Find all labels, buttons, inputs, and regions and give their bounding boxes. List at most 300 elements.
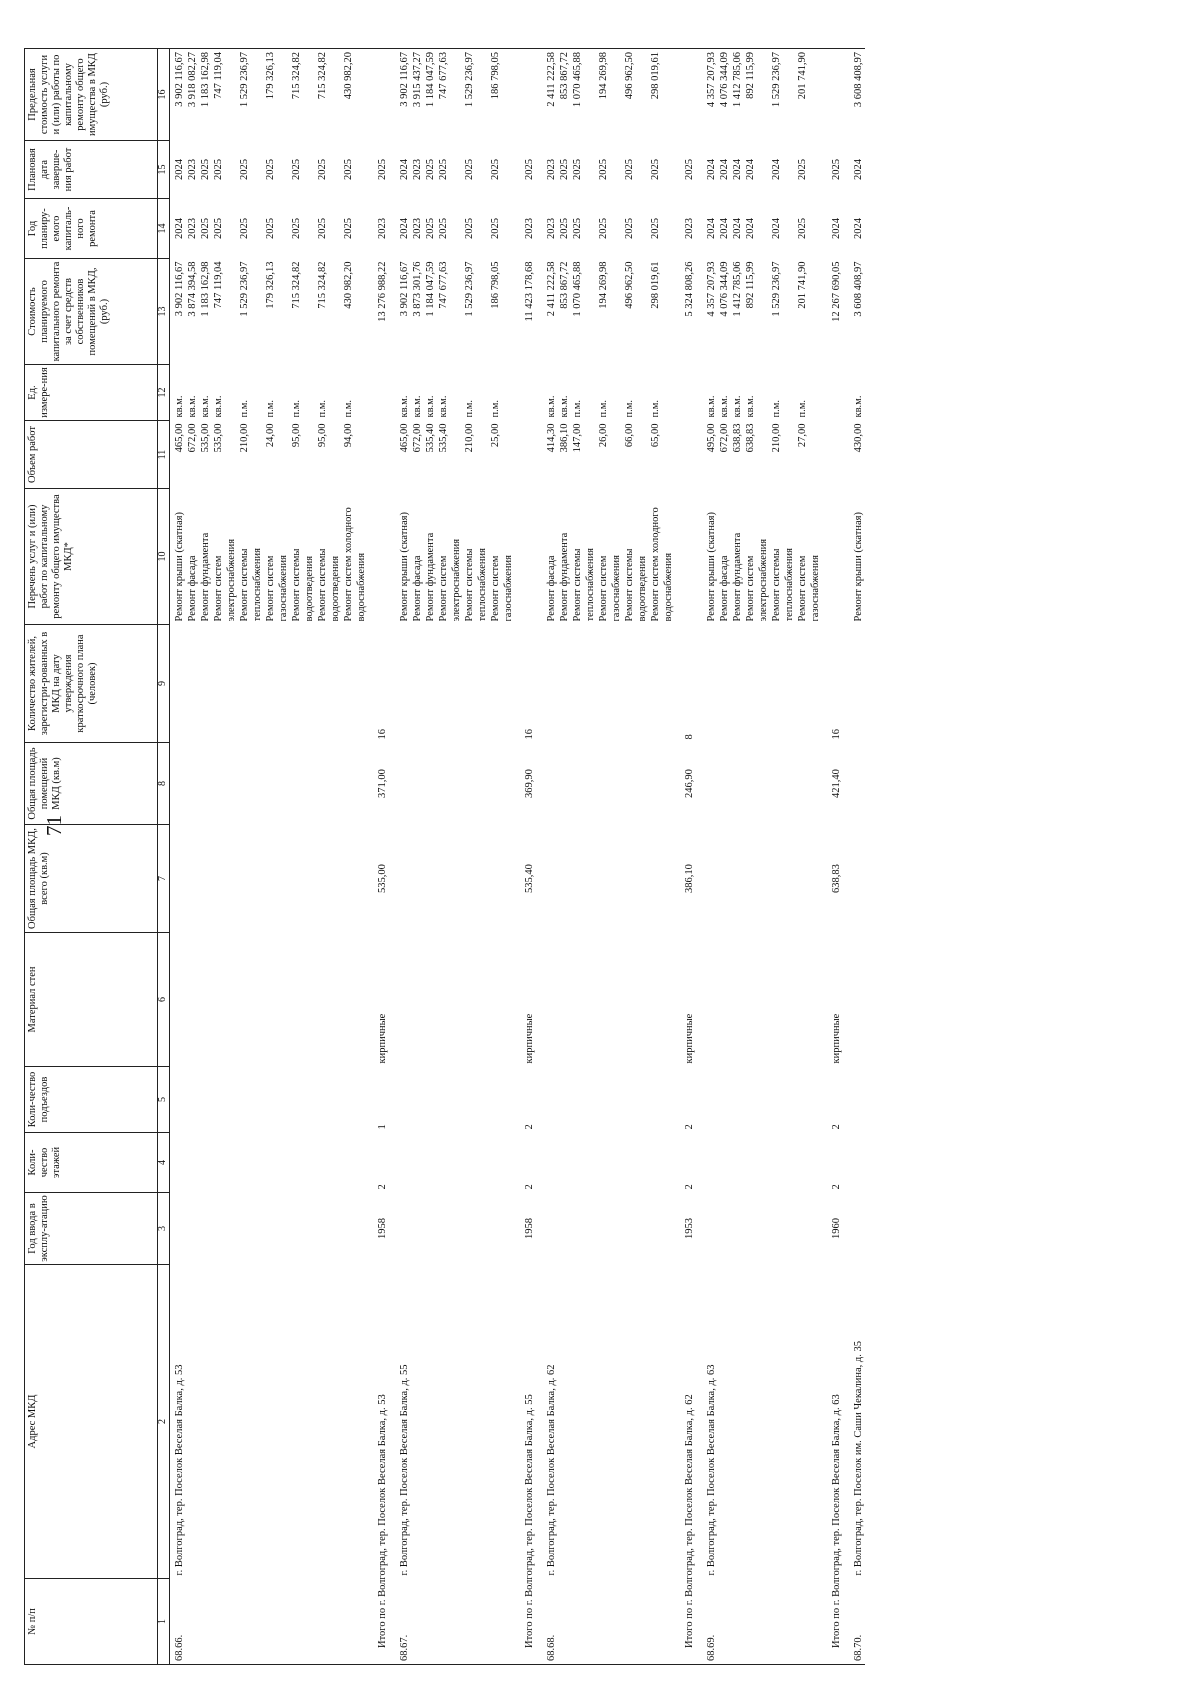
empty-cell (542, 743, 675, 825)
plan-line: 2025 (797, 159, 808, 180)
cell-plan (542, 141, 675, 199)
total-floors: 2 (684, 1184, 695, 1190)
volume-line: 430,00 (853, 423, 864, 453)
unit-line (662, 368, 675, 418)
plan-line: 2025 (572, 159, 583, 180)
limit-line (584, 52, 597, 138)
cell-limit (542, 49, 675, 141)
plan-line: 2025 (343, 159, 354, 180)
empty-cell (822, 489, 849, 625)
total-residents: 16 (524, 729, 535, 740)
empty-cell (542, 933, 675, 1067)
volume-line: 465,00 (399, 423, 410, 453)
year-line: 2023 (412, 218, 423, 239)
year-line: 2023 (187, 218, 198, 239)
volume-line: 535,40 (438, 423, 449, 453)
plan-line: 2025 (598, 159, 609, 180)
column-number: 2 (158, 1265, 170, 1579)
works-line: Ремонт систем (490, 555, 501, 622)
works-line: Ремонт систем (265, 555, 276, 622)
plan-line (355, 144, 368, 196)
unit-line: кв.м. (706, 395, 717, 418)
cost-line (636, 262, 649, 362)
year-line (662, 202, 675, 256)
limit-line (610, 52, 623, 138)
year-line: 2024 (771, 218, 782, 239)
total-year-built: 1958 (377, 1218, 388, 1239)
plan-line (502, 144, 515, 196)
unit-line: п.м. (797, 399, 808, 418)
empty-cell (515, 49, 542, 141)
unit-line: п.м. (343, 399, 354, 418)
unit-line: п.м. (650, 399, 661, 418)
cell-limit (170, 49, 369, 141)
works-line: Ремонт фундамента (559, 532, 570, 622)
works-line: электроснабжения (758, 538, 769, 622)
total-label: Итого по г. Волгоград, тер. Поселок Веселая Балка, д. 53 (368, 1265, 395, 1665)
column-number: 7 (158, 825, 170, 933)
limit-line (502, 52, 515, 138)
plan-line (809, 144, 822, 196)
works-line: газоснабжения (503, 555, 514, 622)
total-walls: кирпичные (377, 1013, 388, 1064)
house-row (542, 49, 675, 1665)
total-entrances: 2 (831, 1124, 842, 1130)
volume-line (502, 424, 515, 486)
house-address: г. Волгоград, тер. Поселок Веселая Балка, д. 63 (706, 1364, 717, 1576)
plan-line: 2025 (265, 159, 276, 180)
empty-cell (542, 1067, 675, 1133)
header-cell: Адрес МКД (25, 1265, 158, 1579)
empty-cell (849, 933, 865, 1067)
volume-line (251, 424, 264, 486)
limit-line (277, 52, 290, 138)
empty-cell (702, 933, 822, 1067)
empty-cell (675, 49, 702, 141)
cell-works (395, 489, 515, 625)
house-row (849, 49, 865, 1665)
volume-line: 27,00 (797, 423, 808, 448)
total-area-total: 638,83 (831, 864, 842, 893)
total-area-total: 535,00 (377, 864, 388, 893)
year-line (303, 202, 316, 256)
cell-cost (395, 259, 515, 365)
cell-unit (542, 365, 675, 421)
volume-line: 147,00 (572, 423, 583, 453)
plan-line: 2024 (853, 159, 864, 180)
total-year-built: 1953 (684, 1218, 695, 1239)
works-line: теплоснабжения (252, 548, 263, 622)
row-number: 68.66. (170, 1579, 369, 1665)
volume-line: 465,00 (174, 423, 185, 453)
empty-cell (395, 1193, 515, 1265)
total-area-total: 535,40 (524, 864, 535, 893)
total-label: Итого по г. Волгоград, тер. Поселок Веселая Балка, д. 62 (675, 1265, 702, 1665)
cost-line: 1 184 047,59 (425, 261, 436, 317)
limit-line: 1 529 236,97 (239, 52, 250, 108)
column-number: 6 (158, 933, 170, 1067)
cost-line: 747 677,63 (438, 261, 449, 309)
volume-line: 414,30 (546, 423, 557, 453)
unit-line (355, 368, 368, 418)
works-line: водоотведения (304, 555, 315, 622)
cell-limit (849, 49, 865, 141)
total-year: 2024 (831, 218, 842, 239)
cell-plan (849, 141, 865, 199)
cost-line: 715 324,82 (291, 261, 302, 309)
plan-line: 2025 (559, 159, 570, 180)
cost-line (476, 262, 489, 362)
row-number: 68.68. (542, 1579, 675, 1665)
unit-line (303, 368, 316, 418)
year-line: 2025 (291, 218, 302, 239)
works-line: водоснабжения (356, 552, 367, 622)
works-line: водоотведения (330, 555, 341, 622)
unit-line (783, 368, 796, 418)
total-area-rooms: 246,90 (684, 769, 695, 798)
works-line: Ремонт систем (438, 555, 449, 622)
empty-cell (542, 1133, 675, 1193)
total-floors: 2 (524, 1184, 535, 1190)
cost-line (502, 262, 515, 362)
column-number-row (158, 49, 170, 1665)
limit-line: 4 076 344,09 (719, 52, 730, 108)
cost-line: 1 070 465,88 (572, 261, 583, 317)
unit-line (502, 368, 515, 418)
empty-cell (849, 625, 865, 743)
unit-line: кв.м. (438, 395, 449, 418)
empty-cell (368, 365, 395, 421)
limit-line: 3 915 437,27 (412, 52, 423, 108)
total-plan: 2025 (831, 159, 842, 180)
unit-line (225, 368, 238, 418)
total-year-built: 1958 (524, 1218, 535, 1239)
limit-line: 430 982,20 (343, 52, 354, 100)
page-number: 71 (42, 815, 66, 836)
volume-line: 26,00 (598, 423, 609, 448)
limit-line: 1 412 785,06 (732, 52, 743, 108)
cost-line: 179 326,13 (265, 261, 276, 309)
limit-line: 201 741,90 (797, 52, 808, 100)
cost-line: 747 119,04 (213, 261, 224, 309)
plan-line: 2023 (412, 159, 423, 180)
column-number: 14 (158, 199, 170, 259)
column-number: 3 (158, 1193, 170, 1265)
limit-line: 747 677,63 (438, 52, 449, 100)
year-line: 2025 (425, 218, 436, 239)
limit-line: 1 529 236,97 (771, 52, 782, 108)
house-row (395, 49, 515, 1665)
empty-cell (170, 743, 369, 825)
header-cell: № п/п (25, 1579, 158, 1665)
works-line: Ремонт фасада (412, 555, 423, 622)
unit-line (476, 368, 489, 418)
year-line: 2025 (343, 218, 354, 239)
plan-line: 2025 (291, 159, 302, 180)
plan-line (662, 144, 675, 196)
plan-line (476, 144, 489, 196)
empty-cell (849, 743, 865, 825)
year-line: 2025 (213, 218, 224, 239)
total-walls: кирпичные (524, 1013, 535, 1064)
plan-line: 2025 (239, 159, 250, 180)
cost-line: 715 324,82 (317, 261, 328, 309)
volume-line: 672,00 (412, 423, 423, 453)
empty-cell (702, 743, 822, 825)
empty-cell (822, 365, 849, 421)
unit-line: кв.м. (546, 395, 557, 418)
works-line: водоснабжения (663, 552, 674, 622)
house-row (702, 49, 822, 1665)
header-cell: Количество жителей, зарегистри-рованных в МКД на дату утверждения краткосрочного плана (человек) (25, 625, 158, 743)
house-row (170, 49, 369, 1665)
cost-line (450, 262, 463, 362)
limit-line: 179 326,13 (265, 52, 276, 100)
rotated-page (24, 49, 1176, 1665)
volume-line (610, 424, 623, 486)
plan-line: 2025 (317, 159, 328, 180)
year-line (502, 202, 515, 256)
works-line: водоотведения (637, 555, 648, 622)
volume-line (225, 424, 238, 486)
plan-line: 2025 (213, 159, 224, 180)
total-area-rooms: 369,90 (524, 769, 535, 798)
total-year: 2023 (684, 218, 695, 239)
works-line: Ремонт систем (797, 555, 808, 622)
header-cell: Предельная стоимость услуги и (или) работы по капитальному ремонту общего имущества в МКД (руб.) (25, 49, 158, 141)
total-walls: кирпичные (831, 1013, 842, 1064)
unit-line (251, 368, 264, 418)
empty-cell (170, 625, 369, 743)
total-cost: 5 324 808,26 (684, 261, 695, 317)
plan-line (225, 144, 238, 196)
works-line: электроснабжения (226, 538, 237, 622)
volume-line (636, 424, 649, 486)
volume-line (584, 424, 597, 486)
limit-line (355, 52, 368, 138)
cost-line (584, 262, 597, 362)
plan-line: 2025 (200, 159, 211, 180)
plan-line: 2025 (624, 159, 635, 180)
cell-limit (702, 49, 822, 141)
header-cell: Плановая дата заверше-ния работ (25, 141, 158, 199)
year-line: 2024 (853, 218, 864, 239)
total-cost: 11 423 178,68 (524, 261, 535, 322)
cost-line: 1 529 236,97 (464, 261, 475, 317)
limit-line: 853 867,72 (559, 52, 570, 100)
empty-cell (822, 421, 849, 489)
volume-line: 24,00 (265, 423, 276, 448)
unit-line: п.м. (771, 399, 782, 418)
works-line: газоснабжения (611, 555, 622, 622)
cell-volume (170, 421, 369, 489)
cost-line (809, 262, 822, 362)
unit-line (450, 368, 463, 418)
empty-cell (515, 421, 542, 489)
empty-cell (702, 625, 822, 743)
volume-line (277, 424, 290, 486)
unit-line: кв.м. (853, 395, 864, 418)
table-body (170, 49, 866, 1665)
plan-line: 2024 (771, 159, 782, 180)
total-cost: 13 276 988,22 (377, 261, 388, 322)
works-line: теплоснабжения (784, 548, 795, 622)
plan-line (757, 144, 770, 196)
total-label: Итого по г. Волгоград, тер. Поселок Веселая Балка, д. 55 (515, 1265, 542, 1665)
cost-line: 186 798,05 (490, 261, 501, 309)
empty-cell (702, 1193, 822, 1265)
empty-cell (702, 825, 822, 933)
empty-cell (368, 421, 395, 489)
volume-line (476, 424, 489, 486)
limit-line: 715 324,82 (317, 52, 328, 100)
cell-plan (395, 141, 515, 199)
empty-cell (515, 489, 542, 625)
year-line: 2025 (438, 218, 449, 239)
plan-line: 2024 (174, 159, 185, 180)
cost-line (303, 262, 316, 362)
total-plan: 2025 (684, 159, 695, 180)
plan-line (783, 144, 796, 196)
empty-cell (675, 421, 702, 489)
year-line (809, 202, 822, 256)
year-line (450, 202, 463, 256)
plan-line: 2025 (425, 159, 436, 180)
empty-cell (849, 1193, 865, 1265)
unit-line: кв.м. (174, 395, 185, 418)
works-line: Ремонт системы (317, 548, 328, 622)
works-line: Ремонт системы (291, 548, 302, 622)
volume-line: 95,00 (291, 423, 302, 448)
cell-cost (170, 259, 369, 365)
header-cell: Материал стен (25, 933, 158, 1067)
limit-line: 3 918 082,27 (187, 52, 198, 108)
empty-cell (542, 1193, 675, 1265)
empty-cell (395, 933, 515, 1067)
empty-cell (849, 1133, 865, 1193)
empty-cell (170, 1067, 369, 1133)
total-residents: 16 (377, 729, 388, 740)
works-line: Ремонт фундамента (425, 532, 436, 622)
limit-line: 1 183 162,98 (200, 52, 211, 108)
total-plan: 2025 (524, 159, 535, 180)
cost-line (251, 262, 264, 362)
plan-line (329, 144, 342, 196)
works-line: Ремонт систем холодного (343, 507, 354, 622)
table-header-row (25, 49, 158, 1665)
cell-year (395, 199, 515, 259)
cost-line (277, 262, 290, 362)
plan-line: 2025 (464, 159, 475, 180)
empty-cell (170, 1133, 369, 1193)
total-floors: 2 (377, 1184, 388, 1190)
year-line: 2023 (546, 218, 557, 239)
total-row (822, 49, 849, 1665)
limit-line: 892 115,99 (745, 52, 756, 99)
plan-line: 2023 (546, 159, 557, 180)
unit-line (636, 368, 649, 418)
limit-line (303, 52, 316, 138)
unit-line (809, 368, 822, 418)
cell-limit (395, 49, 515, 141)
year-line: 2024 (174, 218, 185, 239)
works-line: Ремонт систем холодного (650, 507, 661, 622)
plan-line: 2024 (399, 159, 410, 180)
limit-line (783, 52, 796, 138)
cost-line: 298 019,61 (650, 261, 661, 309)
volume-line: 65,00 (650, 423, 661, 448)
empty-cell (395, 625, 515, 743)
header-cell: Стоимость планируемого капитального ремонта за счет средств собственников помещений в МКД, (руб.) (25, 259, 158, 365)
row-number: 68.69. (702, 1579, 822, 1665)
unit-line: кв.м. (425, 395, 436, 418)
year-line: 2025 (317, 218, 328, 239)
limit-line: 186 798,05 (490, 52, 501, 100)
cost-line: 1 529 236,97 (771, 261, 782, 317)
plan-line (251, 144, 264, 196)
unit-line (329, 368, 342, 418)
works-line: Ремонт фундамента (200, 532, 211, 622)
empty-cell (702, 1067, 822, 1133)
column-number: 15 (158, 141, 170, 199)
unit-line: п.м. (291, 399, 302, 418)
year-line: 2025 (624, 218, 635, 239)
plan-line (450, 144, 463, 196)
year-line: 2024 (732, 218, 743, 239)
total-row (368, 49, 395, 1665)
cost-line: 2 411 222,58 (546, 261, 557, 317)
unit-line (610, 368, 623, 418)
limit-line (636, 52, 649, 138)
volume-line: 638,83 (745, 423, 756, 453)
column-number: 12 (158, 365, 170, 421)
total-plan: 2025 (377, 159, 388, 180)
works-line: Ремонт систем (213, 555, 224, 622)
total-row (675, 49, 702, 1665)
total-residents: 16 (831, 729, 842, 740)
unit-line: кв.м. (399, 395, 410, 418)
empty-cell (515, 365, 542, 421)
works-line: газоснабжения (810, 555, 821, 622)
volume-line: 638,83 (732, 423, 743, 453)
total-cost: 12 267 690,05 (831, 261, 842, 322)
plan-line: 2024 (706, 159, 717, 180)
unit-line: кв.м. (187, 395, 198, 418)
limit-line: 1 184 047,59 (425, 52, 436, 108)
limit-line: 3 902 116,67 (399, 52, 410, 107)
unit-line: кв.м. (719, 395, 730, 418)
header-cell: Год планиру-емого капиталь-ного ремонта (25, 199, 158, 259)
works-line: Ремонт фасада (546, 555, 557, 622)
empty-cell (170, 1193, 369, 1265)
works-line: Ремонт крыши (скатная) (399, 511, 410, 622)
house-address: г. Волгоград, тер. Поселок Веселая Балка, д. 55 (399, 1364, 410, 1576)
plan-line (277, 144, 290, 196)
year-line: 2025 (598, 218, 609, 239)
column-number: 10 (158, 489, 170, 625)
volume-line (303, 424, 316, 486)
cost-line: 496 962,50 (624, 261, 635, 309)
unit-line: п.м. (598, 399, 609, 418)
cost-line: 1 183 162,98 (200, 261, 211, 317)
cost-line: 3 902 116,67 (174, 261, 185, 317)
plan-line (610, 144, 623, 196)
total-floors: 2 (831, 1184, 842, 1190)
works-line: Ремонт фасада (719, 555, 730, 622)
unit-line: кв.м. (200, 395, 211, 418)
limit-line (476, 52, 489, 138)
year-line (277, 202, 290, 256)
